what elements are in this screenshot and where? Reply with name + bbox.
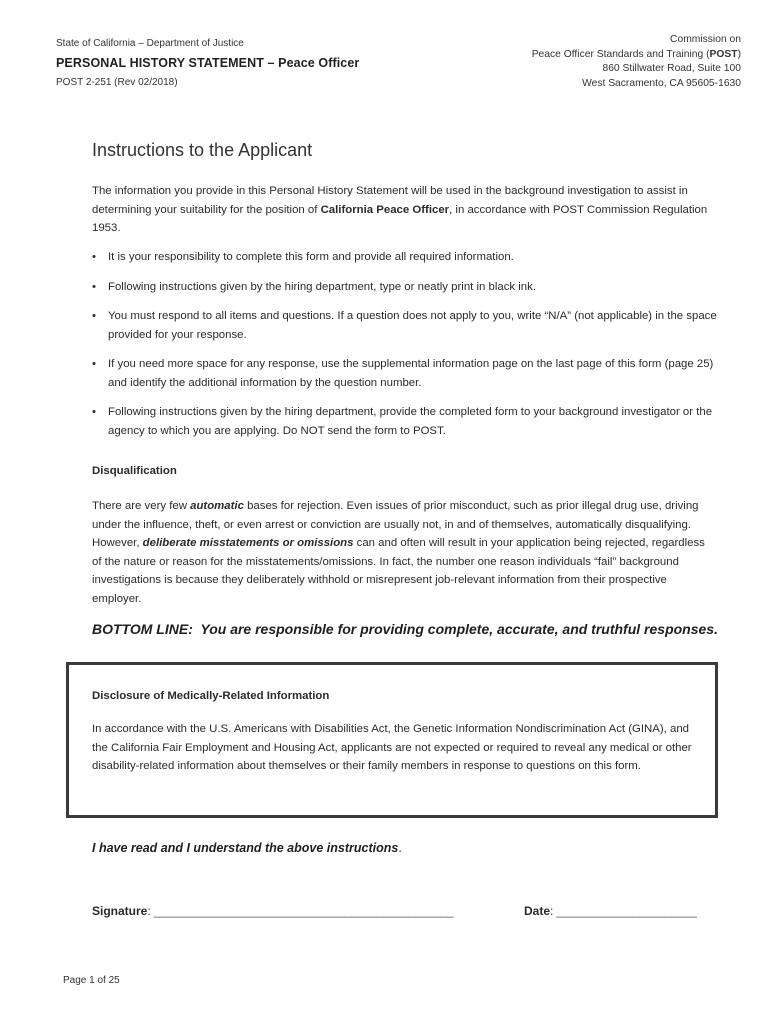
acknowledgement-period: . (398, 841, 402, 855)
date-line[interactable]: ______________________ (553, 904, 697, 918)
form-number: POST 2-251 (Rev 02/2018) (56, 77, 178, 88)
instruction-text: It is your responsibility to complete this form and provide all required information. (108, 251, 514, 263)
bottom-line-colon: : (188, 621, 193, 637)
commission-address (532, 33, 741, 91)
address-line-2-bold: POST (709, 48, 738, 60)
instruction-item (92, 278, 717, 297)
address-line-2 (532, 48, 741, 63)
date-colon: : (550, 904, 554, 918)
signature-field[interactable] (92, 904, 453, 918)
instruction-item (92, 355, 717, 392)
acknowledgement-text: I have read and I understand the above instructions (92, 841, 399, 855)
instruction-item (92, 403, 717, 440)
bottom-line-text: You are responsible for providing complete, accurate, and truthful responses. (192, 621, 718, 637)
agency-name: State of California – Department of Justice (56, 38, 244, 49)
form-title-sub: Peace Officer (278, 56, 360, 70)
disqualification-text-1: There are very few (92, 500, 191, 512)
disqualification-heading: Disqualification (92, 465, 177, 477)
intro-paragraph (92, 182, 717, 238)
bullet-icon: • (92, 251, 96, 263)
date-label: Date (524, 904, 551, 918)
address-line-4: West Sacramento, CA 95605-1630 (582, 77, 741, 89)
page-number: Page 1 of 25 (63, 975, 120, 986)
instruction-text: Following instructions given by the hiring department, type or neatly print in black ink. (108, 280, 536, 293)
bullet-icon: • (92, 280, 96, 293)
instructions-title: Instructions to the Applicant (92, 140, 313, 160)
bottom-line-statement (92, 621, 718, 637)
instruction-item (92, 307, 717, 344)
disclosure-text: In accordance with the U.S. Americans with Disabilities Act, the Genetic Information Nondiscrimination Act (GINA), and the California Fair Employment and Housing Act, applicants are not expected or required to reveal any medical or other disability-related information about themselves or their family members in response to questions on this form. (92, 723, 692, 772)
date-field[interactable] (524, 904, 697, 918)
instruction-text: Following instructions given by the hiring department, provide the completed form to your background investigator or the agency to which you are applying. Do NOT send the form to POST. (108, 406, 713, 437)
signature-line[interactable]: _______________________________________________ (150, 904, 454, 918)
disqualification-emphasis-1: automatic (190, 500, 244, 512)
intro-text-post: , in accordance with POST Commission Regulation 1953. (92, 203, 708, 234)
disclosure-box (66, 662, 718, 818)
address-line-2-post: ) (737, 48, 741, 60)
disqualification-text-3: can and often will result in your application being rejected, regardless of the nature or reason for the misstatements/omissions. In fact, the number one reason individuals “fail” background investigations is because they deliberately withhold or misrepresent job-relevant information from their prospective employer. (92, 537, 705, 605)
form-header (56, 38, 359, 88)
disclosure-heading: Disclosure of Medically-Related Information (92, 690, 330, 702)
disqualification-emphasis-2: deliberate misstatements or omissions (142, 537, 354, 549)
form-title (56, 56, 359, 70)
bullet-icon: • (92, 358, 96, 370)
bullet-icon: • (92, 310, 96, 322)
signature-label: Signature (92, 904, 148, 918)
address-line-2-pre: Peace Officer Standards and Training ( (531, 48, 710, 60)
bullet-icon: • (92, 406, 96, 418)
instruction-item (92, 248, 717, 267)
disqualification-text-2: bases for rejection. Even issues of prior misconduct, such as prior illegal drug use, driving under the influence, theft, or even arrest or conviction are usually not, in and of themselves, automatically disqualifying. However, (92, 500, 699, 549)
form-title-main: PERSONAL HISTORY STATEMENT – (56, 56, 279, 70)
address-line-3: 860 Stillwater Road, Suite 100 (602, 63, 741, 74)
instruction-list (92, 248, 717, 451)
acknowledgement-statement (92, 841, 402, 855)
instruction-text: You must respond to all items and questions. If a question does not apply to you, write “N/A” (not applicable) in the space provided for your response. (108, 310, 717, 341)
intro-text-pre: The information you provide in this Personal History Statement will be used in the background investigation to assist in determining your suitability for the position of (92, 185, 688, 216)
disqualification-paragraph (92, 497, 717, 608)
address-line-1: Commission on (670, 34, 741, 45)
signature-colon: : (147, 904, 151, 918)
instruction-text: If you need more space for any response, use the supplemental information page on the last page of this form (page 25) and identify the additional information by the question number. (108, 358, 714, 389)
bottom-line-label: BOTTOM LINE (92, 621, 189, 637)
intro-text-bold: California Peace Officer (320, 203, 450, 216)
